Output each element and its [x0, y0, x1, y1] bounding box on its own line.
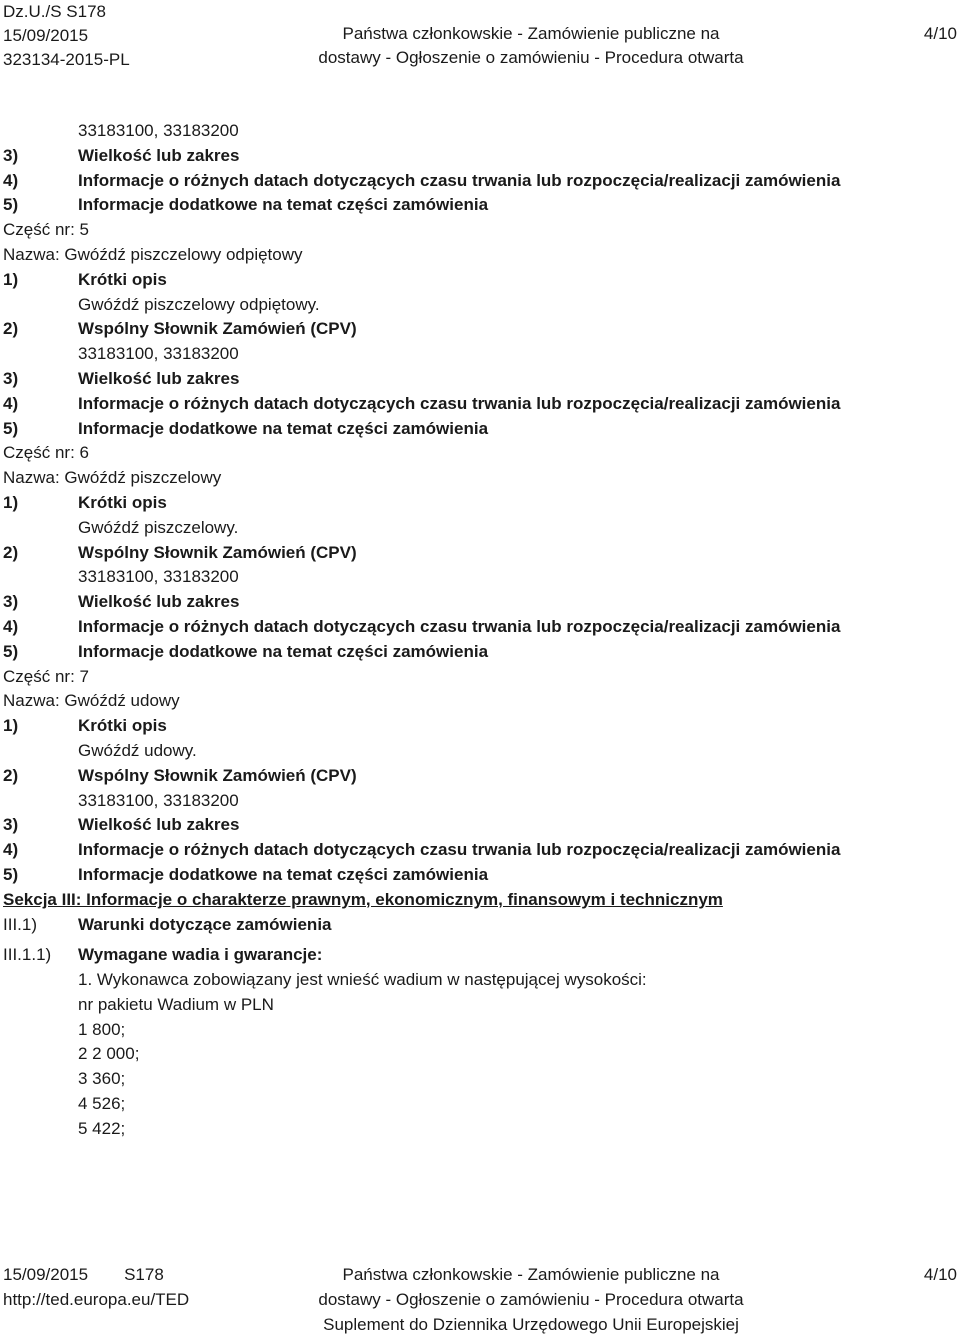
- deposit-line: 3 360;: [78, 1069, 126, 1089]
- page-number: 4/10: [923, 24, 957, 43]
- header-date: 15/09/2015: [3, 26, 89, 45]
- header-title: [0, 22, 960, 70]
- footer-page-number: 4/10: [923, 1265, 957, 1284]
- short-description: Gwóźdź piszczelowy odpiętowy.: [78, 294, 320, 314]
- part-name: Nazwa: Gwóźdź piszczelowy odpiętowy: [3, 244, 303, 264]
- dates-heading: 4) Informacje o różnych datach dotyczących czasu trwania lub rozpoczęcia/realizacji zamówienia: [3, 393, 841, 413]
- part-name: Nazwa: Gwóźdź piszczelowy: [3, 468, 222, 488]
- part-number: Część nr: 5: [3, 220, 89, 240]
- footer-url[interactable]: http://ted.europa.eu/TED: [3, 1290, 190, 1309]
- short-description-heading: 1) Krótki opis: [3, 269, 167, 289]
- deposit-line: 5 422;: [78, 1118, 126, 1138]
- cpv-codes: 33183100, 33183200: [78, 567, 239, 587]
- cpv-codes: 33183100, 33183200: [78, 344, 239, 364]
- deposit-line: nr pakietu Wadium w PLN: [78, 994, 274, 1014]
- page-footer: [0, 1262, 960, 1334]
- short-description-heading: 1) Krótki opis: [3, 492, 167, 512]
- cpv-codes: 33183100, 33183200: [78, 121, 239, 140]
- short-description-heading: 1) Krótki opis: [3, 716, 167, 736]
- deposit-line: 4 526;: [78, 1094, 126, 1114]
- dates-heading: 4) Informacje o różnych datach dotyczących czasu trwania lub rozpoczęcia/realizacji zamówienia: [3, 840, 841, 860]
- footer-title-line2: dostawy - Ogłoszenie o zamówieniu - Procedura otwarta: [318, 1290, 744, 1309]
- section-item: 4) Informacje o różnych datach dotyczących czasu trwania lub rozpoczęcia/realizacji zamówienia: [3, 170, 841, 190]
- journal-ref: Dz.U./S S178: [3, 2, 106, 21]
- footer-title-line3: Suplement do Dziennika Urzędowego Unii Europejskiej: [323, 1315, 739, 1334]
- short-description: Gwóźdź udowy.: [78, 740, 197, 760]
- cpv-heading: 2) Wspólny Słownik Zamówień (CPV): [3, 542, 357, 562]
- footer-title-line1: Państwa członkowskie - Zamówienie publiczne na: [342, 1265, 720, 1284]
- section-item: 3) Wielkość lub zakres: [3, 145, 240, 165]
- cpv-heading: 2) Wspólny Słownik Zamówień (CPV): [3, 319, 357, 339]
- header-title-line1: Państwa członkowskie - Zamówienie publiczne na: [342, 24, 720, 43]
- section-item: 5) Informacje dodatkowe na temat części zamówienia: [3, 195, 489, 215]
- footer-date: 15/09/2015: [3, 1265, 89, 1284]
- section-iii-1: III.1) Warunki dotyczące zamówienia: [3, 914, 332, 934]
- cpv-heading: 2) Wspólny Słownik Zamówień (CPV): [3, 765, 357, 785]
- part-name: Nazwa: Gwóźdź udowy: [3, 691, 180, 711]
- scope-heading: 3) Wielkość lub zakres: [3, 815, 240, 835]
- scope-heading: 3) Wielkość lub zakres: [3, 368, 240, 388]
- extra-info-heading: 5) Informacje dodatkowe na temat części zamówienia: [3, 641, 489, 661]
- deposit-line: 1 800;: [78, 1019, 126, 1039]
- section-iii-1-1: III.1.1) Wymagane wadia i gwarancje:: [3, 945, 323, 965]
- page-header: [0, 0, 960, 72]
- section-iii-title: Sekcja III: Informacje o charakterze prawnym, ekonomicznym, finansowym i technicznym: [3, 889, 723, 909]
- deposit-line: 1. Wykonawca zobowiązany jest wnieść wadium w następującej wysokości:: [78, 970, 647, 990]
- dates-heading: 4) Informacje o różnych datach dotyczących czasu trwania lub rozpoczęcia/realizacji zamówienia: [3, 616, 841, 636]
- cpv-codes: 33183100, 33183200: [78, 790, 239, 810]
- notice-body: [0, 119, 960, 1142]
- part-number: Część nr: 6: [3, 443, 89, 463]
- deposit-line: 2 2 000;: [78, 1044, 140, 1064]
- extra-info-heading: 5) Informacje dodatkowe na temat części zamówienia: [3, 418, 489, 438]
- short-description: Gwóźdź piszczelowy.: [78, 517, 239, 537]
- footer-title: [0, 1262, 960, 1337]
- notice-number: 323134-2015-PL: [3, 50, 130, 69]
- part-number: Część nr: 7: [3, 666, 89, 686]
- scope-heading: 3) Wielkość lub zakres: [3, 592, 240, 612]
- extra-info-heading: 5) Informacje dodatkowe na temat części zamówienia: [3, 864, 489, 884]
- header-title-line2: dostawy - Ogłoszenie o zamówieniu - Procedura otwarta: [318, 48, 744, 67]
- footer-series: S178: [124, 1265, 164, 1284]
